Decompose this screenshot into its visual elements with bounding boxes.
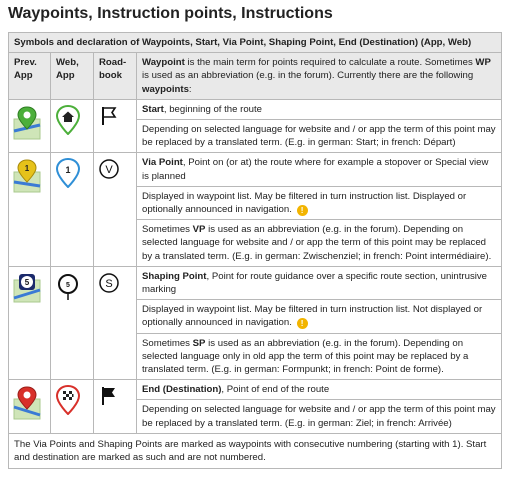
end-note: Depending on selected language for website and / or app the term of this point may be replaced by a translated term. (E.g. in german: Ziel; in french: Arrivée) (137, 400, 502, 433)
flag-outline-icon (98, 105, 120, 127)
end-prev-cell (9, 380, 51, 434)
desc-text-a: is the main term for points required to calculate a route. Sometimes (184, 57, 476, 69)
via-road-letter: V (105, 164, 113, 177)
via-prev-cell (9, 153, 51, 266)
end-map-icon (13, 385, 41, 421)
end-name: End (Destination) (142, 384, 222, 396)
shaping-note2 (137, 333, 502, 380)
start-row (9, 99, 502, 119)
via-pin-number: 1 (65, 165, 71, 176)
warning-icon: ! (297, 205, 308, 216)
via-note1 (137, 186, 502, 219)
start-road-cell (94, 99, 137, 153)
start-web-cell (51, 99, 94, 153)
finish-pin-icon (55, 385, 81, 415)
shaping-desc-rest: , Point for route guidance over a specific route section, unintrusive marking (142, 270, 488, 296)
start-name: Start (142, 103, 164, 115)
via-note2 (137, 220, 502, 267)
shaping-note1-text: Displayed in waypoint list. May be filtered in turn instruction list. Not displayed or optionally announced in navigation. (142, 304, 483, 329)
shaping-map-number: 5 (24, 277, 30, 287)
shaping-map-icon (13, 272, 41, 304)
footer-row (9, 433, 502, 468)
via-road-cell (94, 153, 137, 266)
col-prev-app: Prev. App (9, 53, 51, 100)
via-map-icon (13, 158, 41, 194)
shaping-road-letter: S (105, 277, 113, 290)
via-pin-icon (55, 158, 81, 188)
via-desc-rest: , Point on (or at) the route where for example a stopover or Special view is planned (142, 157, 489, 182)
table-caption: Symbols and declaration of Waypoints, Start, Via Point, Shaping Point, End (Destination) (App, Web) (9, 33, 502, 53)
end-desc-rest: , Point of end of the route (221, 384, 330, 396)
via-map-number: 1 (24, 164, 30, 174)
start-note: Depending on selected language for website and / or app the term of this point may be replaced by a translated term. (E.g. in german: Start; in french: Départ) (137, 120, 502, 153)
circled-s-icon (98, 272, 120, 294)
waypoints-table (8, 32, 502, 469)
page-title: Waypoints, Instruction points, Instructions (8, 5, 333, 22)
shaping-prev-cell (9, 266, 51, 379)
col-road-book: Road-book (94, 53, 137, 100)
end-row (9, 380, 502, 400)
shaping-road-cell (94, 266, 137, 379)
shaping-pin-icon (55, 272, 81, 302)
table-footer: The Via Points and Shaping Points are marked as waypoints with consecutive numbering (starting with 1). Start and destination are marked as such and are not numbered. (9, 433, 502, 468)
shaping-note2-b: is used as an abbreviation (e.g. in the forum). Depending on selected language only in old app the term of this point may be replaced by a translated term. (E.g. in german: Formpunkt; in french: Point de forme). (142, 337, 469, 376)
via-web-cell (51, 153, 94, 266)
shaping-row (9, 266, 502, 299)
term-waypoints: waypoints (142, 83, 189, 95)
warning-icon: ! (297, 318, 308, 329)
shaping-name: Shaping Point (142, 270, 207, 282)
end-web-cell (51, 380, 94, 434)
circled-v-icon (98, 158, 120, 180)
shaping-note2-a: Sometimes (142, 337, 193, 349)
end-desc (137, 380, 502, 400)
shaping-desc (137, 266, 502, 299)
home-pin-icon (55, 105, 81, 135)
header-row (9, 53, 502, 100)
col-description (137, 53, 502, 100)
abbr-sp: SP (192, 337, 206, 349)
shaping-web-cell (51, 266, 94, 379)
caption-row (9, 33, 502, 53)
desc-text-b: is used as an abbreviation (e.g. in the forum). Currently there are the following (142, 70, 474, 82)
via-name: Via Point (142, 157, 183, 169)
term-waypoint: Waypoint (142, 57, 185, 69)
via-desc (137, 153, 502, 186)
via-note1-text: Displayed in waypoint list. May be filtered in turn instruction list. Displayed or optionally announced in navigation. (142, 190, 467, 216)
start-desc-rest: , beginning of the route (163, 103, 263, 115)
desc-text-c: : (188, 83, 192, 95)
col-web-app: Web, App (51, 53, 94, 100)
start-map-icon (13, 105, 41, 141)
shaping-note1 (137, 300, 502, 333)
via-note2-b: is used as an abbreviation (e.g. in the forum). Depending on selected language for website and / or app the term of this point may be replaced by a translated term. (E.g. in german: Zwischenziel; in french: Point intermédiaire). (142, 224, 492, 262)
shaping-pin-number: 5 (66, 281, 70, 289)
flag-filled-icon (98, 385, 120, 407)
start-desc (137, 99, 502, 119)
abbr-wp: WP (475, 57, 491, 69)
abbr-vp: VP (192, 224, 206, 236)
via-note2-a: Sometimes (142, 224, 193, 236)
start-prev-cell (9, 99, 51, 153)
end-road-cell (94, 380, 137, 434)
via-row (9, 153, 502, 186)
